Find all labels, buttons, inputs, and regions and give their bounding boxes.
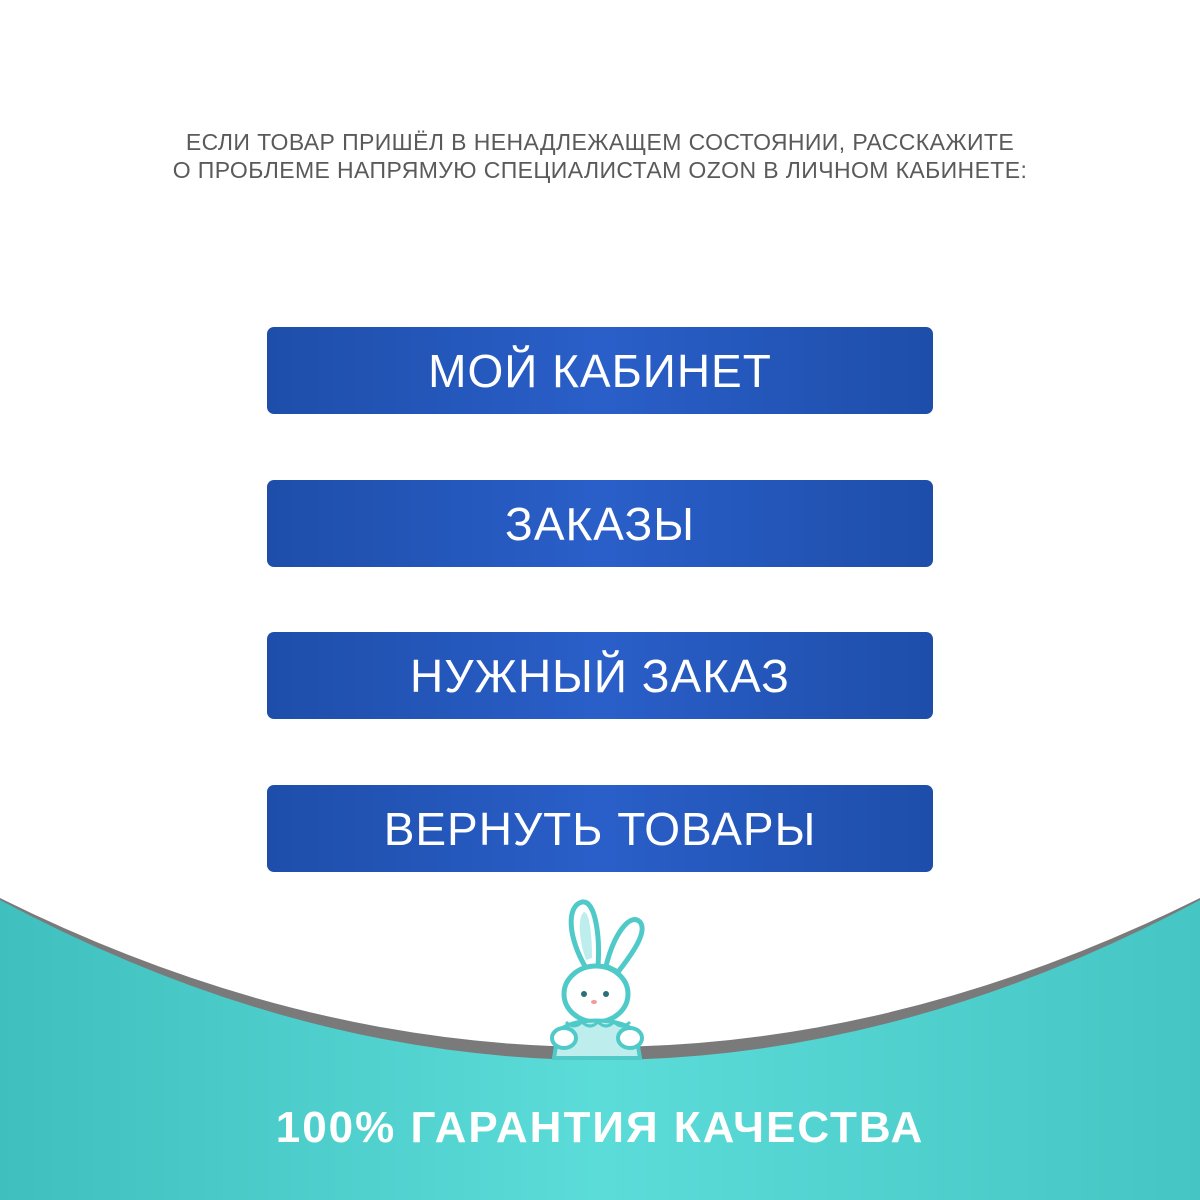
quality-guarantee-text: 100% ГАРАНТИЯ КАЧЕСТВА — [275, 1103, 925, 1152]
step-button-my-cabinet[interactable]: МОЙ КАБИНЕТ — [267, 327, 933, 414]
step-button-return-goods[interactable]: ВЕРНУТЬ ТОВАРЫ — [267, 785, 933, 872]
step-button-orders[interactable]: ЗАКАЗЫ — [267, 480, 933, 567]
instruction-text — [0, 128, 1200, 184]
instruction-line-1: ЕСЛИ ТОВАР ПРИШЁЛ В НЕНАДЛЕЖАЩЕМ СОСТОЯНИИ, РАССКАЖИТЕ — [185, 129, 1015, 155]
instruction-line-2: О ПРОБЛЕМЕ НАПРЯМУЮ СПЕЦИАЛИСТАМ OZON В ЛИЧНОМ КАБИНЕТЕ: — [172, 157, 1028, 183]
step-button-needed-order[interactable]: НУЖНЫЙ ЗАКАЗ — [267, 632, 933, 719]
